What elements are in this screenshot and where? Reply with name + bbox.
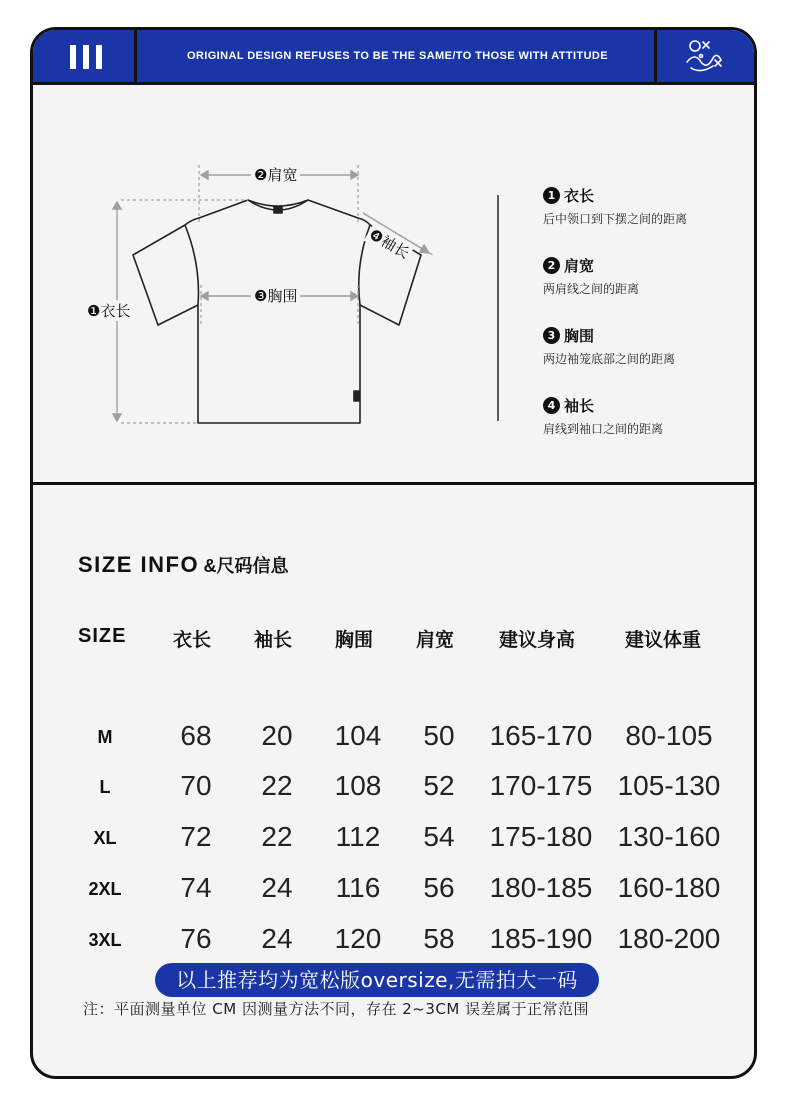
cell-height: 180-185 (489, 872, 593, 903)
menu-icon[interactable] (33, 30, 137, 82)
cell-length: 74 (180, 872, 212, 903)
legend-item-chest: 3 胸围 两边袖笼底部之间的距离 (543, 327, 676, 366)
cell-chest: 116 (335, 872, 381, 903)
measurement-note: 注：平面测量单位 CM 因测量方法不同，存在 2~3CM 误差属于正常范围 (83, 1000, 590, 1018)
slogan-text: ORIGINAL DESIGN REFUSES TO BE THE SAME/TO THOSE WITH ATTITUDE (186, 50, 609, 62)
cell-shoulder: 56 (423, 872, 455, 903)
cell-sleeve: 22 (261, 770, 293, 801)
header-height: 建议身高 (499, 629, 576, 651)
header-shoulder: 肩宽 (416, 629, 455, 651)
cell-sleeve: 22 (261, 821, 293, 852)
recommend-banner: 以上推荐均为宽松版oversize,无需拍大一码 (155, 963, 599, 997)
cell-height: 170-175 (489, 770, 593, 801)
cell-weight: 180-200 (617, 923, 721, 954)
cell-height: 185-190 (489, 923, 593, 954)
cell-size: 3XL (88, 930, 122, 950)
size-chart-card (30, 27, 757, 1079)
top-bar (33, 30, 754, 85)
chest-label: ❸胸围 (251, 285, 300, 306)
brand-logo-icon (654, 30, 754, 82)
cell-sleeve: 24 (261, 872, 293, 903)
legend-item-sleeve: 4 袖长 肩线到袖口之间的距离 (543, 397, 664, 436)
cell-chest: 120 (334, 923, 382, 954)
shoulder-label: ❷肩宽 (251, 164, 300, 185)
cell-length: 70 (180, 770, 212, 801)
cell-weight: 160-180 (617, 872, 721, 903)
cell-chest: 108 (334, 770, 382, 801)
cell-chest: 104 (334, 720, 382, 751)
cell-size: XL (93, 828, 117, 848)
cell-shoulder: 54 (423, 821, 455, 852)
cell-sleeve: 20 (261, 720, 293, 751)
header-length: 衣长 (173, 629, 212, 651)
sleeve-label: ❹袖长 (364, 222, 416, 264)
cell-size: 2XL (88, 879, 122, 899)
size-info-title: SIZE INFO &尺码信息 (78, 552, 289, 577)
header-size: SIZE (78, 625, 127, 647)
cell-shoulder: 52 (423, 770, 455, 801)
cell-sleeve: 24 (261, 923, 293, 954)
header-chest: 胸围 (335, 629, 374, 651)
cell-size: M (97, 727, 113, 747)
legend-item-length: 1 衣长 后中领口到下摆之间的距离 (543, 187, 688, 226)
cell-length: 68 (180, 720, 212, 751)
measurement-legend (543, 185, 743, 465)
cell-length: 72 (180, 821, 212, 852)
section-divider (33, 482, 754, 485)
cell-height: 175-180 (489, 821, 593, 852)
cell-weight: 105-130 (617, 770, 721, 801)
cell-shoulder: 58 (423, 923, 455, 954)
length-label: ❶衣长 (87, 302, 131, 320)
legend-item-shoulder: 2 肩宽 两肩线之间的距离 (543, 257, 640, 296)
header-weight: 建议体重 (625, 629, 702, 651)
header-sleeve: 袖长 (254, 629, 293, 651)
cell-shoulder: 50 (423, 720, 455, 751)
cell-weight: 130-160 (617, 821, 721, 852)
cell-size: L (99, 777, 111, 797)
cell-length: 76 (180, 923, 212, 954)
cell-chest: 112 (335, 821, 381, 852)
tshirt-diagram (33, 85, 754, 482)
cell-weight: 80-105 (625, 720, 713, 751)
cell-height: 165-170 (489, 720, 593, 751)
